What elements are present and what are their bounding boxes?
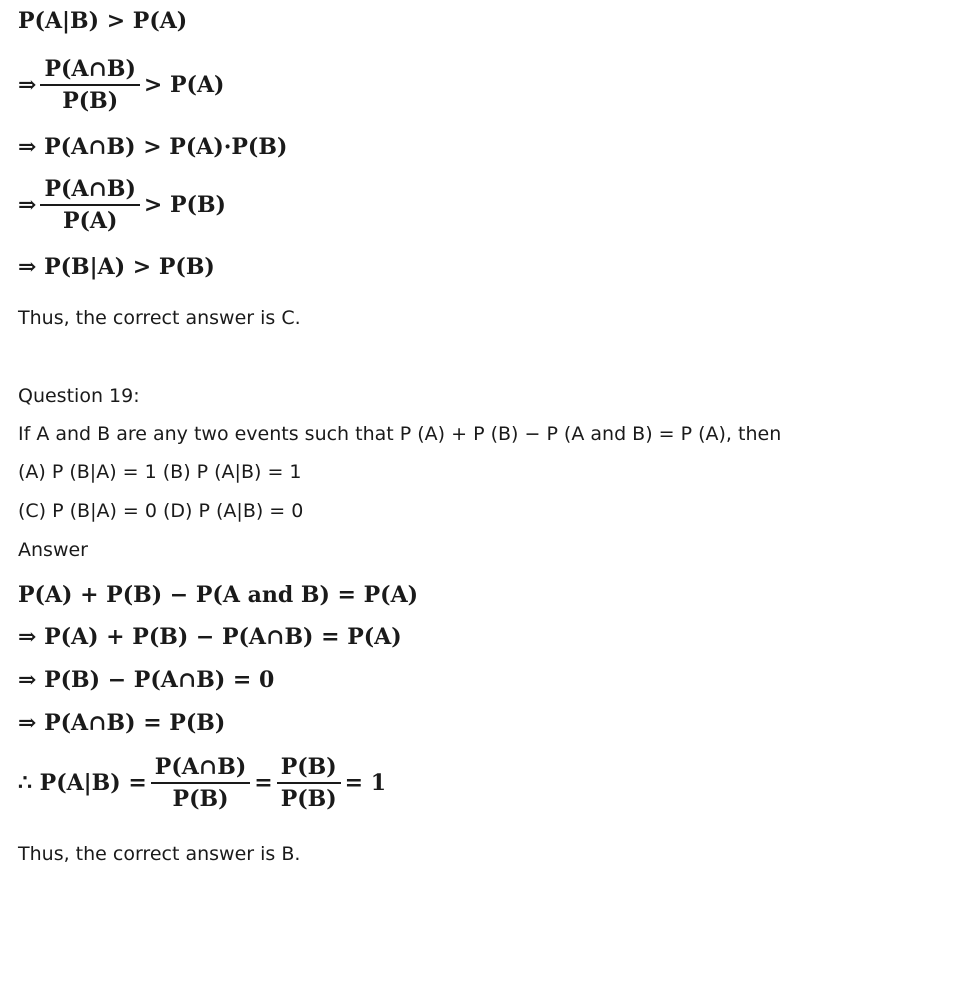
fraction — [40, 56, 139, 114]
solution-line-3: ⇒ P(B) − P(A∩B) = 0 — [18, 667, 275, 693]
solution-line-2: ⇒ P(A) + P(B) − P(A∩B) = P(A) — [18, 624, 402, 650]
options-c-d: (C) P (B|A) = 0 (D) P (A|B) = 0 — [18, 500, 304, 522]
fraction-numerator: P(A∩B) — [40, 56, 139, 86]
fraction — [277, 754, 341, 812]
equals-sign: = — [254, 770, 273, 796]
solution-line-1: P(A) + P(B) − P(A and B) = P(A) — [18, 582, 419, 608]
therefore-expression: ∴ P(A|B) = — [18, 770, 147, 796]
fraction-denominator: P(B) — [280, 786, 337, 812]
implies-symbol: ⇒ — [18, 72, 37, 98]
fraction-numerator: P(A∩B) — [151, 754, 250, 784]
question-prompt: If A and B are any two events such that P (A) + P (B) − P (A and B) = P (A), then — [18, 423, 782, 445]
fraction — [40, 176, 139, 234]
conclusion-text-c: Thus, the correct answer is C. — [18, 307, 301, 329]
inequality-rhs: > P(A) — [143, 72, 225, 98]
fraction-denominator: P(B) — [172, 786, 229, 812]
fraction — [151, 754, 250, 812]
math-fraction-line-2 — [18, 56, 224, 114]
fraction-denominator: P(A) — [62, 208, 118, 234]
fraction-numerator: P(A∩B) — [40, 176, 139, 206]
fraction-denominator: P(B) — [62, 88, 119, 114]
inequality-rhs: > P(B) — [143, 192, 226, 218]
fraction-numerator: P(B) — [277, 754, 341, 784]
solution-final-line — [18, 754, 386, 812]
options-a-b: (A) P (B|A) = 1 (B) P (A|B) = 1 — [18, 461, 302, 483]
math-line-5: ⇒ P(B|A) > P(B) — [18, 254, 215, 280]
answer-label: Answer — [18, 539, 88, 561]
math-line-1: P(A|B) > P(A) — [18, 8, 188, 34]
question-heading: Question 19: — [18, 385, 140, 407]
math-fraction-line-4 — [18, 176, 226, 234]
solution-line-4: ⇒ P(A∩B) = P(B) — [18, 710, 226, 736]
result-value: = 1 — [344, 770, 387, 796]
math-line-3: ⇒ P(A∩B) > P(A)·P(B) — [18, 134, 288, 160]
conclusion-text-b: Thus, the correct answer is B. — [18, 843, 301, 865]
implies-symbol: ⇒ — [18, 192, 37, 218]
